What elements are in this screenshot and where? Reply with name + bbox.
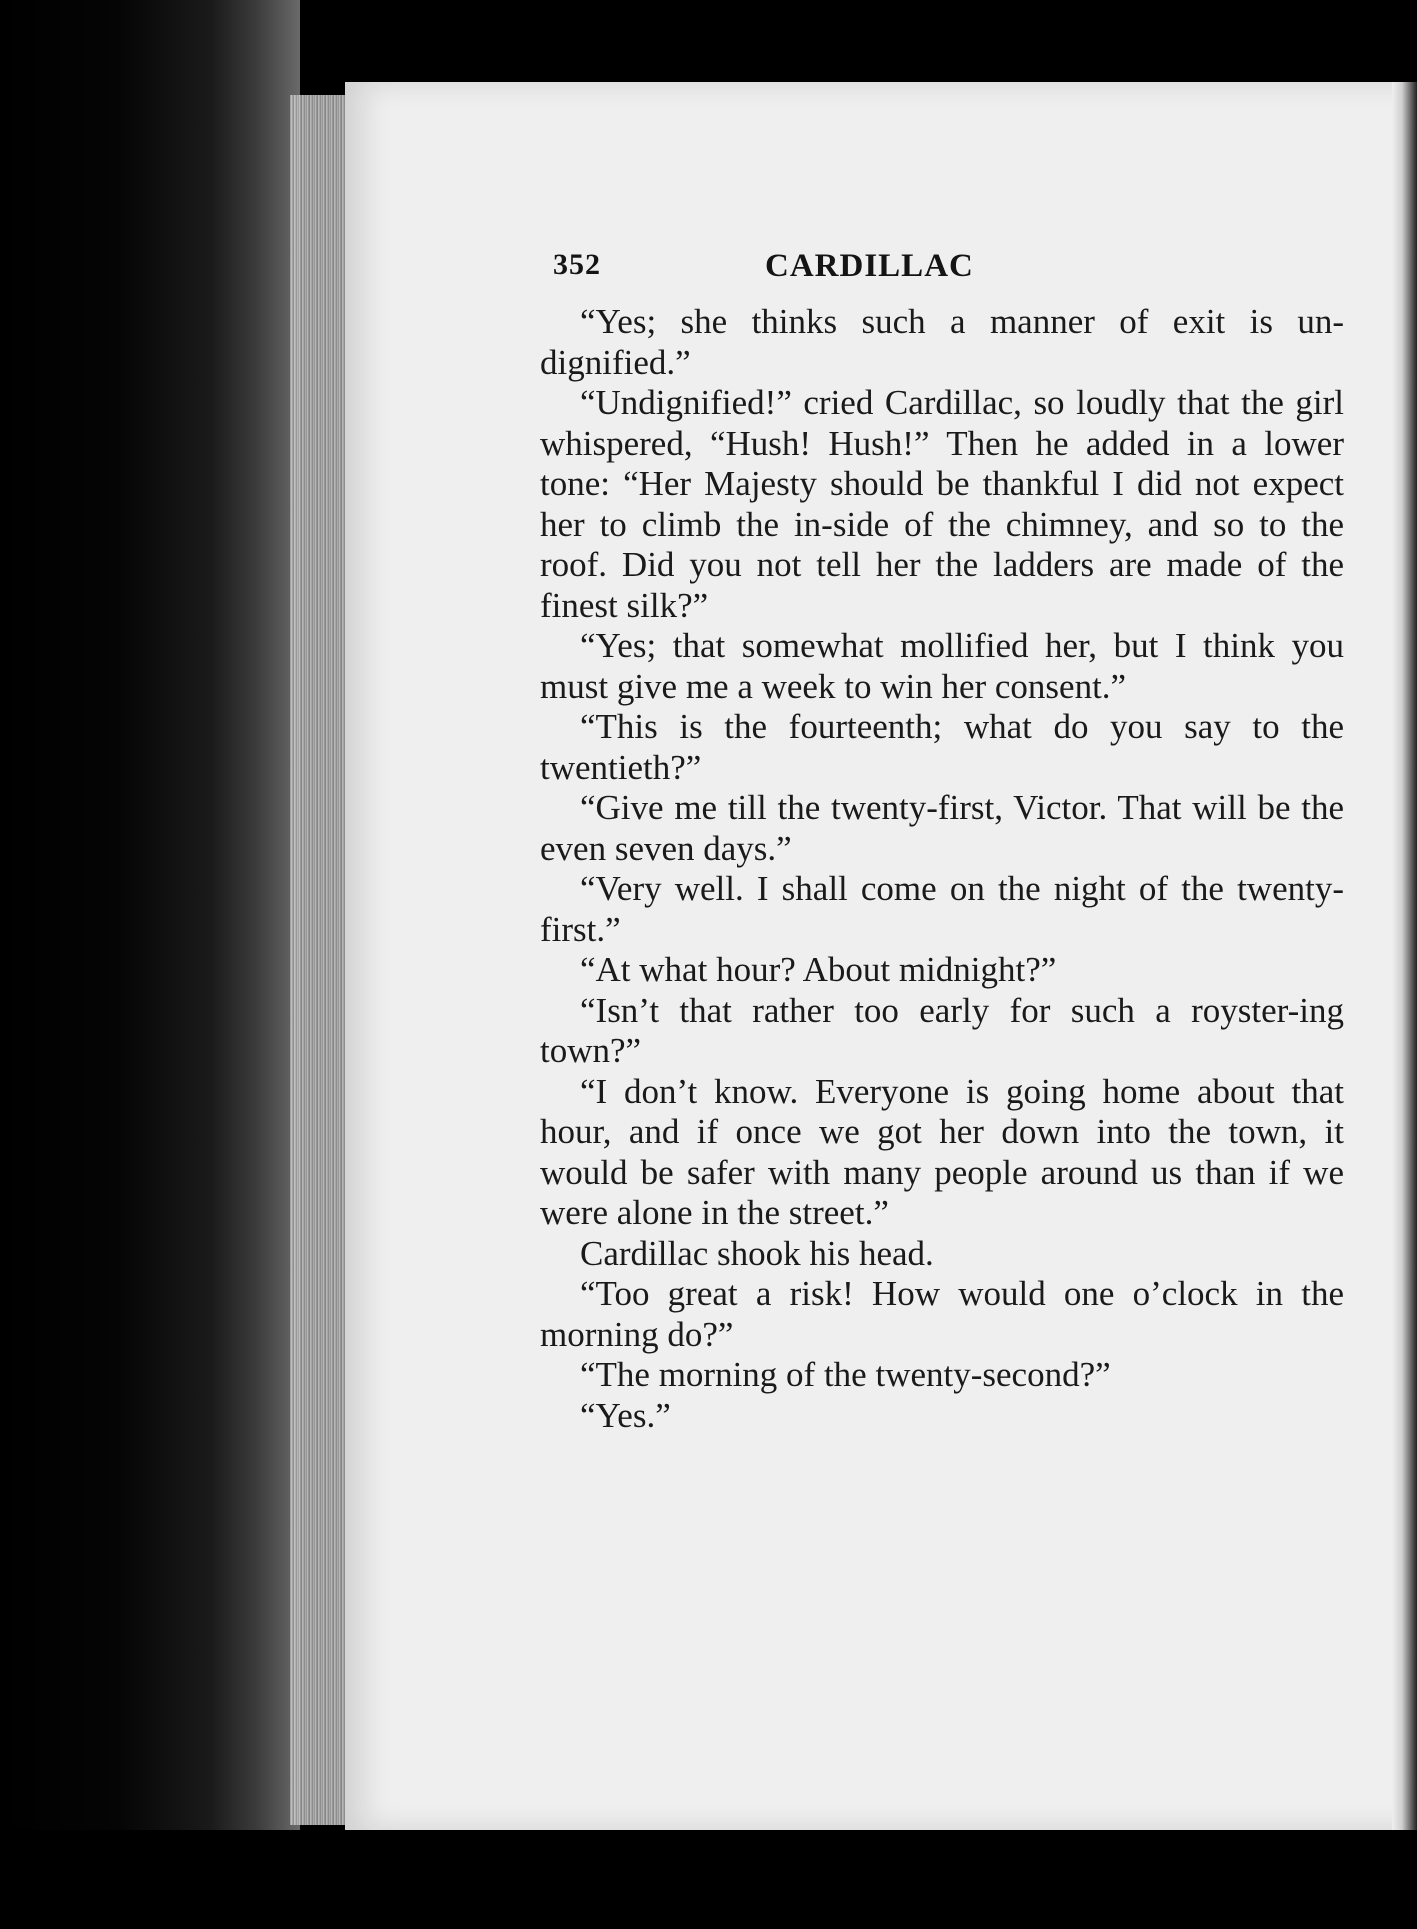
paragraph: “Undignified!” cried Cardillac, so loudly that the girl whispered, “Hush! Hush!” Then he added in a lower tone: “Her Majesty should be thankful I did not expect her to climb the in-side of the chimney, and so to the roof. Did you not tell her the ladders are made of the finest silk?” <box>540 383 1344 625</box>
paragraph: “This is the fourteenth; what do you say to the twentieth?” <box>540 707 1344 787</box>
body-text <box>540 302 1344 1436</box>
paragraph: “Very well. I shall come on the night of the twenty-first.” <box>540 869 1344 949</box>
paragraph: “The morning of the twenty-second?” <box>580 1355 1111 1394</box>
paragraph: “Isn’t that rather too early for such a royster-ing town?” <box>540 990 1344 1070</box>
book-gutter <box>0 0 300 1929</box>
paragraph: “Yes.” <box>580 1395 671 1435</box>
page-right-edge <box>1392 82 1417 1830</box>
running-title: CARDILLAC <box>765 248 974 284</box>
bottom-shadow <box>0 1830 1417 1929</box>
running-head <box>553 248 1073 298</box>
paragraph: “Too great a risk! How would one o’clock in the morning do?” <box>540 1274 1344 1354</box>
paragraph: Cardillac shook his head. <box>580 1233 934 1273</box>
paragraph: “Give me till the twenty-first, Victor. That will be the even seven days.” <box>540 788 1344 868</box>
paragraph: “Yes; she thinks such a manner of exit is un-dignified.” <box>540 302 1344 382</box>
paragraph: “At what hour? About midnight?” <box>580 950 1057 989</box>
page-number: 352 <box>553 248 601 281</box>
paragraph: “I don’t know. Everyone is going home about that hour, and if once we got her down into the town, it would be safer with many people around us than if we were alone in the street.” <box>540 1071 1344 1232</box>
paragraph: “Yes; that somewhat mollified her, but I think you must give me a week to win her consent.” <box>540 626 1344 706</box>
page-edges <box>290 95 350 1825</box>
